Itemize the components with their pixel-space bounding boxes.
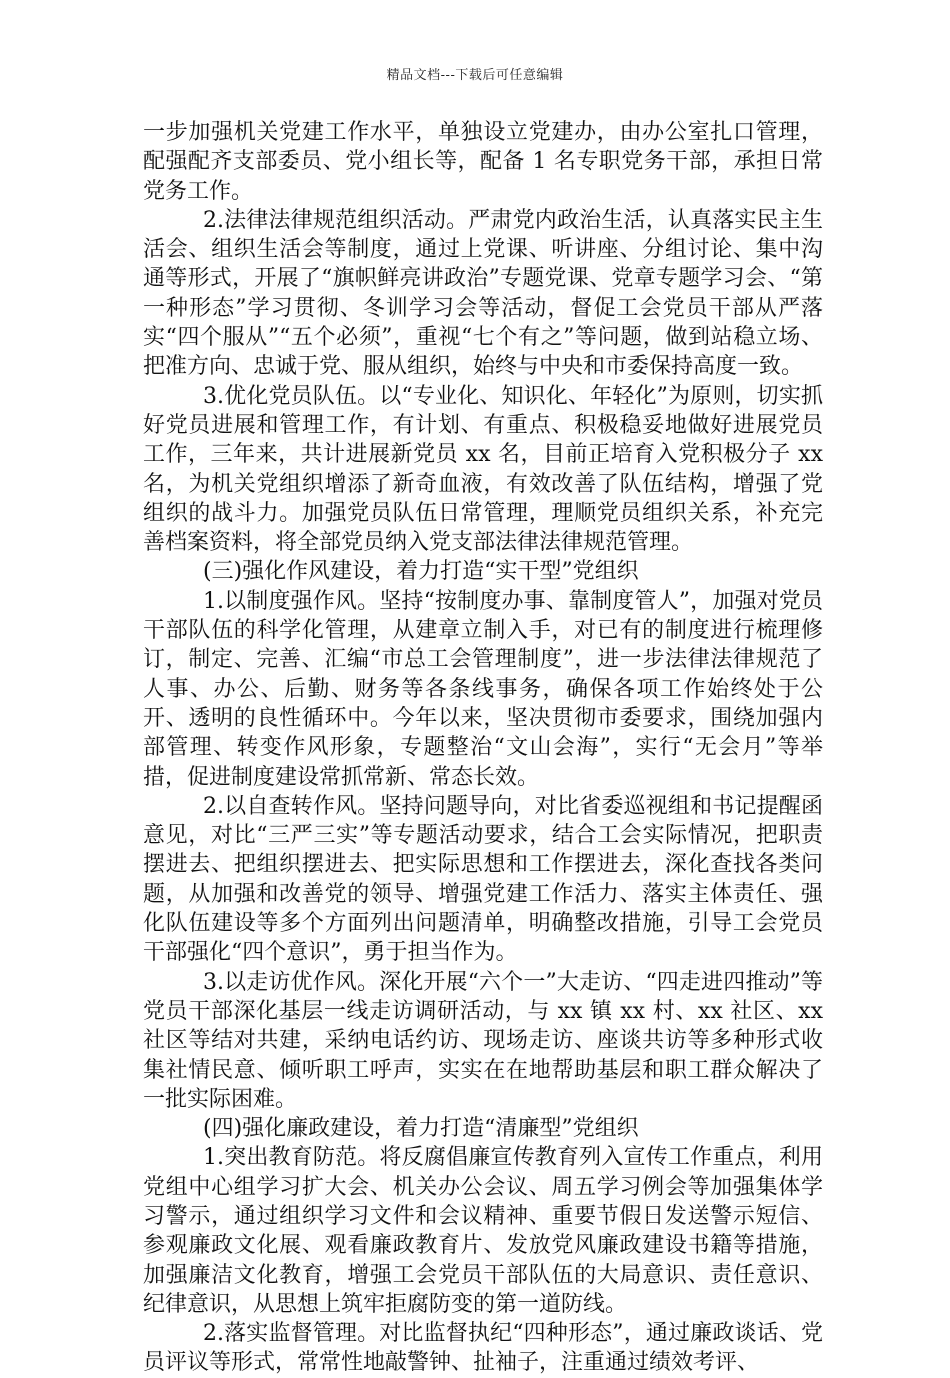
paragraph-self-inspection: 2.以自查转作风。坚持问题导向，对比省委巡视组和书记提醒函意见，对比“三严三实”等专题活动要求，结合工会实际情况，把职责摆进去、把组织摆进去、把实际思想和工作摆进去，深化查找各类问题，从加强和改善党的领导、增强党建工作活力、落实主体责任、强化队伍建设等多个方面列出问题清单，明确整改措施，引导工会党员干部强化“四个意识”，勇于担当作为。 [143, 793, 823, 966]
paragraph-standardize-activities: 2.法律法律规范组织活动。严肃党内政治生活，认真落实民主生活会、组织生活会等制度，通过上党课、听讲座、分组讨论、集中沟通等形式，开展了“旗帜鲜亮讲政治”专题党课、党章专题学习会、“第一种形态”学习贯彻、冬训学习会等活动，督促工会党员干部从严落实“四个服从”“五个必须”，重视“七个有之”等问题，做到站稳立场、把准方向、忠诚于党、服从组织，始终与中央和市委保持高度一致。 [143, 207, 823, 380]
paragraph-continuation: 一步加强机关党建工作水平，单独设立党建办，由办公室扎口管理，配强配齐支部委员、党小组长等，配备 1 名专职党务干部，承担日常党务工作。 [143, 120, 823, 204]
section-heading-integrity: (四)强化廉政建设，着力打造“清廉型”党组织 [203, 1116, 639, 1142]
paragraph-optimize-members: 3.优化党员队伍。以“专业化、知识化、年轻化”为原则，切实抓好党员进展和管理工作，有计划、有重点、积极稳妥地做好进展党员工作，三年来，共计进展新党员 xx 名，目前正培育入党积极分子 xx 名，为机关党组织增添了新奇血液，有效改善了队伍结构，增强了党组织的战斗力。加强党员队伍日常管理，理顺党员组织关系，补充完善档案资料，将全部党员纳入党支部法律法律规范管理。 [143, 383, 823, 556]
paragraph-system-style: 1.以制度强作风。坚持“按制度办事、靠制度管人”，加强对党员干部队伍的科学化管理，从建章立制入手，对已有的制度进行梳理修订，制定、完善、汇编“市总工会管理制度”，进一步法律法律规范了人事、办公、后勤、财务等各条线事务，确保各项工作始终处于公开、透明的良性循环中。今年以来，坚决贯彻市委要求，围绕加强内部管理、转变作风形象，专题整治“文山会海”，实行“无会月”等举措，促进制度建设常抓常新、常态长效。 [143, 588, 823, 790]
document-body [143, 118, 823, 1378]
paragraph-education-prevention: 1.突出教育防范。将反腐倡廉宣传教育列入宣传工作重点，利用党组中心组学习扩大会、机关办公会议、周五学习例会等加强集体学习警示，通过组织学习文件和会议精神、重要节假日发送警示短信、参观廉政文化展、观看廉政教育片、发放党风廉政建设书籍等措施，加强廉洁文化教育，增强工会党员干部队伍的大局意识、责任意识、纪律意识，从思想上筑牢拒腐防变的第一道防线。 [143, 1145, 823, 1317]
paragraph-visits: 3.以走访优作风。深化开展“六个一”大走访、“四走进四推动”等党员干部深化基层一线走访调研活动，与 xx 镇 xx 村、xx 社区、xx 社区等结对共建，采纳电话约访、现场走访、座谈共访等多种形式收集社情民意、倾听职工呼声，实实在在地帮助基层和职工群众解决了一批实际困难。 [143, 969, 823, 1112]
page-header: 精品文档---下载后可任意编辑 [386, 68, 564, 83]
section-heading-style-building: (三)强化作风建设，着力打造“实干型”党组织 [203, 559, 639, 585]
paragraph-supervision: 2.落实监督管理。对比监督执纪“四种形态”，通过廉政谈话、党员评议等形式，常常性地敲警钟、扯袖子，注重通过绩效考评、 [143, 1321, 823, 1376]
